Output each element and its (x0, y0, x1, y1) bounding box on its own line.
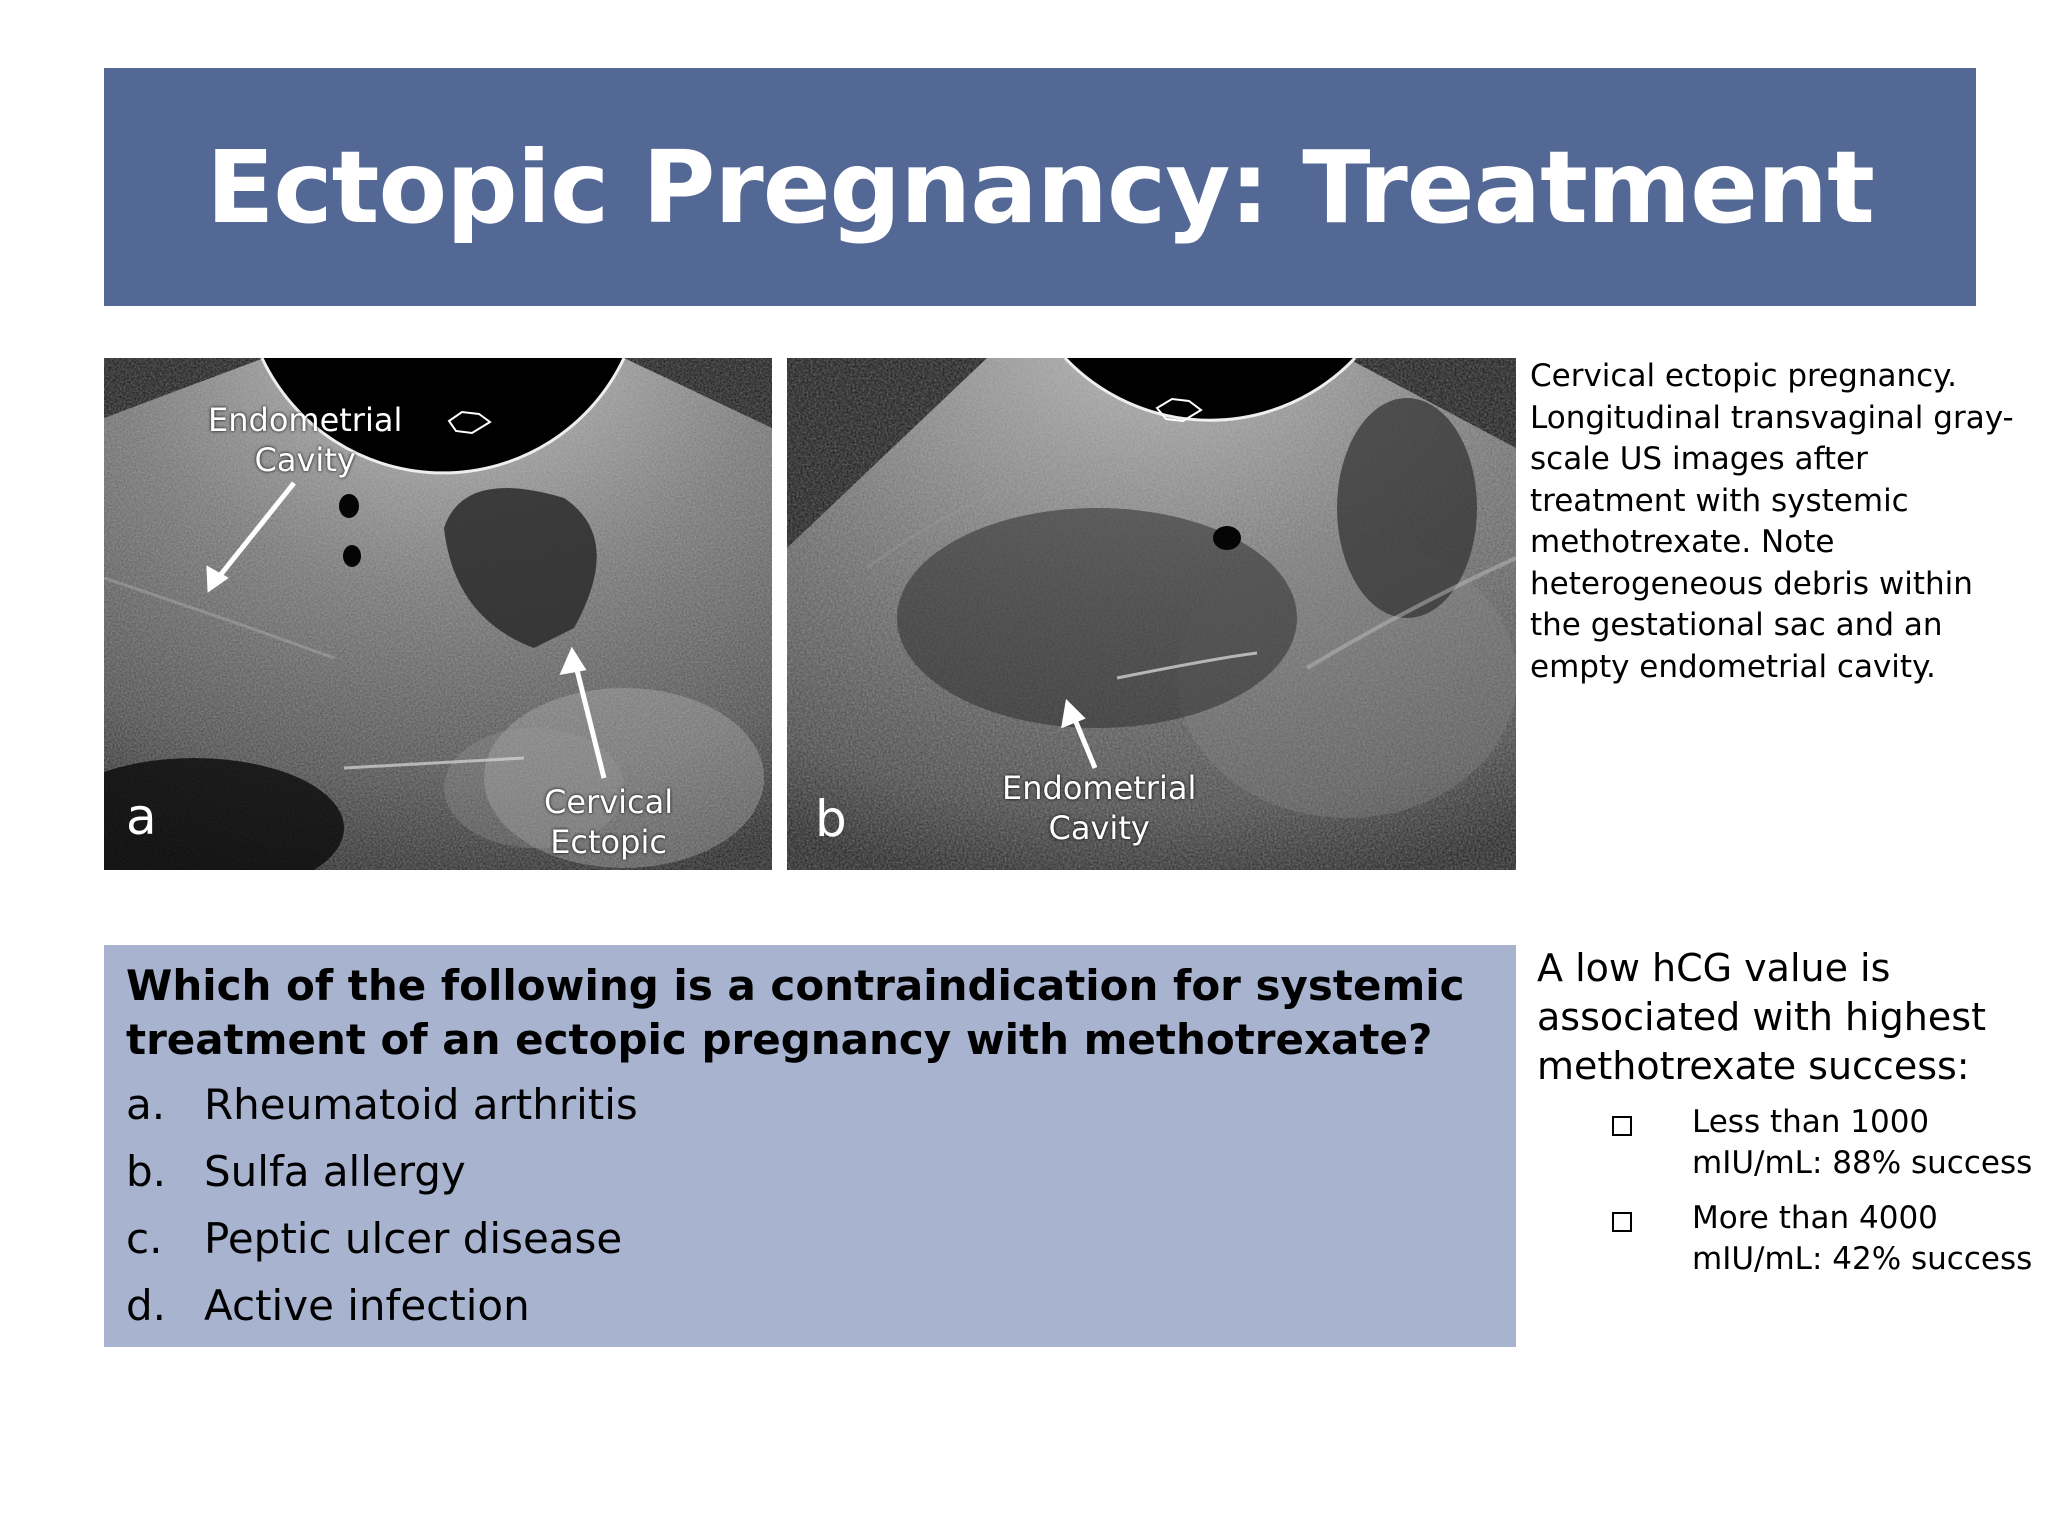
bullet-line: Less than 1000 (1692, 1104, 1930, 1140)
label-line: Cavity (1048, 809, 1150, 847)
question-box (104, 945, 1516, 1347)
square-bullet-icon (1612, 1116, 1632, 1136)
caption-line: Cervical ectopic pregnancy. (1530, 358, 1957, 394)
note-line: A low hCG value is (1537, 946, 1891, 990)
question-line: Which of the following is a contraindication for systemic (126, 961, 1465, 1010)
bullet-item (1612, 1198, 2042, 1280)
label-line: Cervical (544, 783, 674, 821)
choice-text: Peptic ulcer disease (204, 1214, 623, 1263)
image-caption (1530, 356, 2030, 688)
slide-title: Ectopic Pregnancy: Treatment (206, 128, 1874, 246)
bullet-line: mIU/mL: 88% success (1692, 1145, 2033, 1181)
hcg-side-note (1537, 944, 2037, 1091)
caption-line: empty endometrial cavity. (1530, 648, 1936, 685)
choice-letter: a. (126, 1080, 166, 1129)
caption-line: treatment with systemic (1530, 482, 1909, 519)
choice-text: Sulfa allergy (204, 1147, 466, 1196)
ultrasound-image-a (104, 358, 772, 870)
endometrial-cavity-label-a (208, 400, 402, 480)
note-line: associated with highest (1537, 995, 1986, 1039)
choice-letter: b. (126, 1147, 167, 1196)
square-bullet-icon (1612, 1212, 1632, 1232)
label-line: Cavity (254, 441, 356, 479)
label-line: Endometrial (1002, 769, 1197, 807)
choice-text: Rheumatoid arthritis (204, 1080, 638, 1129)
answer-choice-a[interactable] (126, 1071, 1494, 1138)
bullet-item (1612, 1102, 2042, 1184)
cervical-ectopic-label (544, 782, 673, 862)
question-text (126, 959, 1494, 1067)
panel-letter-a: a (126, 788, 157, 846)
endometrial-cavity-label-b (1002, 768, 1196, 848)
label-line: Ectopic (550, 823, 667, 861)
bullet-line: mIU/mL: 42% success (1692, 1241, 2033, 1277)
answer-choice-b[interactable] (126, 1138, 1494, 1205)
label-line: Endometrial (208, 401, 403, 439)
caption-line: Longitudinal transvaginal gray- (1530, 399, 2014, 436)
caption-line: methotrexate. Note (1530, 524, 1835, 560)
answer-choice-c[interactable] (126, 1205, 1494, 1272)
ultrasound-image-b (787, 358, 1516, 870)
bullet-text (1692, 1102, 2032, 1184)
choice-letter: d. (126, 1281, 167, 1330)
title-bar (104, 68, 1976, 306)
choice-text: Active infection (204, 1281, 530, 1330)
bullet-line: More than 4000 (1692, 1200, 1938, 1236)
hcg-bullet-list (1612, 1102, 2042, 1294)
caption-line: scale US images after (1530, 441, 1868, 477)
bullet-text (1692, 1198, 2032, 1280)
choice-letter: c. (126, 1214, 163, 1263)
question-line: treatment of an ectopic pregnancy with methotrexate? (126, 1015, 1433, 1064)
caption-line: the gestational sac and an (1530, 607, 1943, 643)
caption-line: heterogeneous debris within (1530, 565, 1973, 602)
answer-choice-d[interactable] (126, 1272, 1494, 1339)
panel-letter-b: b (815, 790, 847, 848)
note-line: methotrexate success: (1537, 1044, 1970, 1088)
